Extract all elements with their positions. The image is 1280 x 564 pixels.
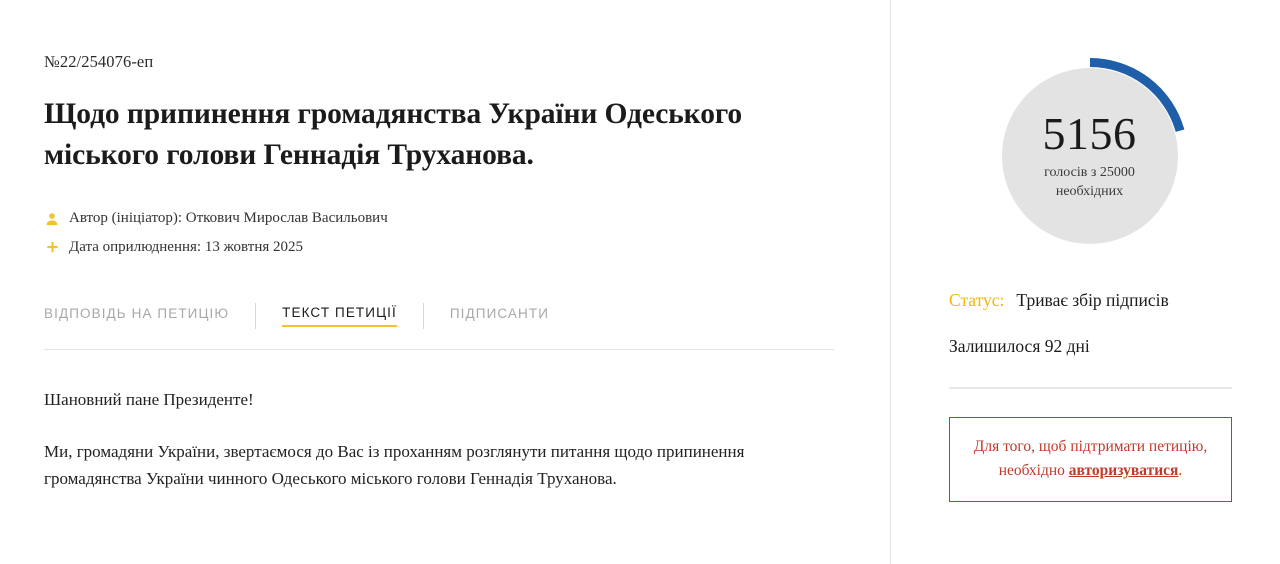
page-title: Щодо припинення громадянства України Одеського міського голови Геннадія Труханова. [44, 98, 743, 171]
votes-caption-line1: голосів з 25000 [1044, 164, 1135, 180]
petition-tabs [44, 301, 834, 331]
petition-paragraph: Шановний пане Президенте! [44, 390, 254, 410]
petition-author-row [44, 209, 834, 229]
user-icon [44, 211, 60, 227]
sidebar-divider [949, 387, 1232, 389]
petition-published-label: Дата оприлюднення: 13 жовтня 2025 [69, 238, 304, 255]
authorize-link[interactable]: авторизуватися [1068, 462, 1179, 480]
tab-petition-text-label: ТЕКСТ ПЕТИЦІЇ [282, 305, 397, 327]
plus-icon [44, 240, 60, 256]
tab-petition-text[interactable] [256, 301, 423, 331]
votes-caption [1044, 164, 1135, 202]
petition-body [44, 386, 834, 493]
status-badge: Триває збір підписів [1016, 290, 1169, 310]
petition-number: №22/254076-еп [44, 52, 154, 71]
days-left-text: Залишилося 92 дні [949, 336, 1090, 356]
authorization-notice-text-before: Для того, щоб підтримати петицію, необхідно [973, 438, 1208, 480]
tab-response[interactable] [44, 301, 255, 331]
petition-paragraph: Ми, громадяни України, звертаємося до Вас із проханням розглянути питання щодо припинення громадянства України чинного Одеського міського голови Геннадія Труханова. [44, 441, 745, 489]
votes-caption-line2: необхідних [1055, 183, 1124, 199]
tab-signatories[interactable] [424, 301, 575, 331]
petition-author-label: Автор (ініціатор): Откович Мирослав Васильович [69, 210, 388, 227]
tab-signatories-label: ПІДПИСАНТИ [449, 306, 550, 322]
tabs-divider [44, 349, 834, 350]
authorization-notice [949, 417, 1232, 502]
votes-gauge-center [990, 56, 1190, 256]
petition-meta [44, 209, 834, 257]
petition-sidebar [890, 0, 1280, 564]
votes-count: 5156 [1042, 107, 1137, 159]
votes-gauge [990, 56, 1190, 256]
authorization-notice-text-after: . [1178, 462, 1183, 480]
tab-response-label: ВІДПОВІДЬ НА ПЕТИЦІЮ [44, 306, 230, 322]
status-row [949, 290, 1230, 311]
petition-published-row [44, 238, 834, 258]
status-label: Статус: [949, 290, 1005, 310]
